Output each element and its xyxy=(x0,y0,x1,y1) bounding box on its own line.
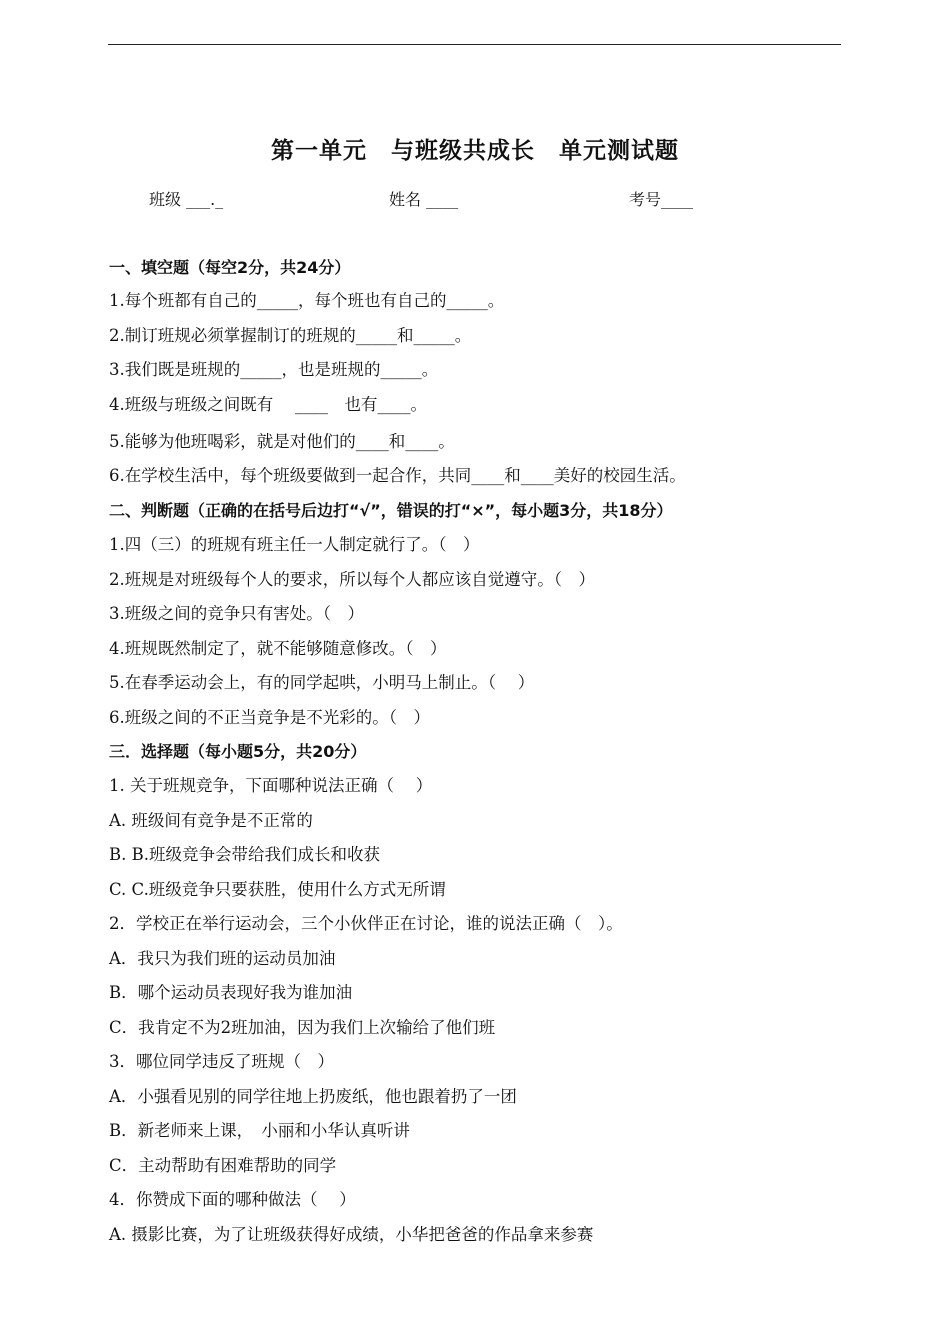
answer-option: B．哪个运动员表现好我为谁加油 xyxy=(109,983,353,1002)
question-item: 1.每个班都有自己的_____，每个班也有自己的_____。 xyxy=(109,291,505,310)
answer-option: A．我只为我们班的运动员加油 xyxy=(109,949,336,968)
question-item: 5.在春季运动会上，有的同学起哄，小明马上制止。（ ） xyxy=(109,673,535,692)
question-item: 4.班级与班级之间既有 ____ 也有____。 xyxy=(109,395,427,414)
question-item: 3．哪位同学违反了班规（ ） xyxy=(109,1052,334,1071)
answer-option: B. B.班级竞争会带给我们成长和收获 xyxy=(109,845,380,864)
question-item: 5.能够为他班喝彩，就是对他们的____和____。 xyxy=(109,432,455,451)
question-item: 4．你赞成下面的哪种做法（ ） xyxy=(109,1190,356,1209)
answer-option: C. C.班级竞争只要获胜，使用什么方式无所谓 xyxy=(109,880,446,899)
question-item: 6.在学校生活中，每个班级要做到一起合作，共同____和____美好的校园生活。 xyxy=(109,466,686,485)
answer-option: B．新老师来上课， 小丽和小华认真听讲 xyxy=(109,1121,410,1140)
section-heading-multiple-choice: 三．选择题（每小题5分，共20分） xyxy=(109,742,367,761)
class-field: 班级 ___._ xyxy=(149,190,224,209)
question-item: 6.班级之间的不正当竞争是不光彩的。（ ） xyxy=(109,708,430,727)
question-item: 4.班规既然制定了，就不能够随意修改。（ ） xyxy=(109,639,447,658)
answer-option: C．主动帮助有困难帮助的同学 xyxy=(109,1156,337,1175)
question-item: 3.班级之间的竞争只有害处。（ ） xyxy=(109,604,364,623)
question-item: 2.班规是对班级每个人的要求，所以每个人都应该自觉遵守。（ ） xyxy=(109,570,595,589)
header-rule xyxy=(108,44,841,45)
answer-option: C．我肯定不为2班加油，因为我们上次输给了他们班 xyxy=(109,1018,496,1037)
question-item: 2.制订班规必须掌握制订的班规的_____和_____。 xyxy=(109,326,472,345)
page-title: 第一单元 与班级共成长 单元测试题 xyxy=(271,138,679,164)
question-item: 2．学校正在举行运动会，三个小伙伴正在讨论，谁的说法正确（ ）。 xyxy=(109,914,623,933)
name-field: 姓名 ____ xyxy=(389,190,459,209)
section-heading-fill-blank: 一、填空题（每空2分，共24分） xyxy=(109,258,351,277)
section-heading-true-false: 二、判断题（正确的在括号后边打“√”，错误的打“×”，每小题3分，共18分） xyxy=(109,501,673,520)
answer-option: A. 班级间有竞争是不正常的 xyxy=(109,811,313,830)
question-item: 1.四（三）的班规有班主任一人制定就行了。（ ） xyxy=(109,535,480,554)
question-item: 3.我们既是班规的_____，也是班规的_____。 xyxy=(109,360,439,379)
question-item: 1. 关于班规竞争，下面哪种说法正确（ ） xyxy=(109,776,433,795)
exam-number-field: 考号____ xyxy=(629,190,694,209)
answer-option: A．小强看见别的同学往地上扔废纸，他也跟着扔了一团 xyxy=(109,1087,517,1106)
answer-option: A. 摄影比赛，为了让班级获得好成绩，小华把爸爸的作品拿来参赛 xyxy=(109,1225,594,1244)
